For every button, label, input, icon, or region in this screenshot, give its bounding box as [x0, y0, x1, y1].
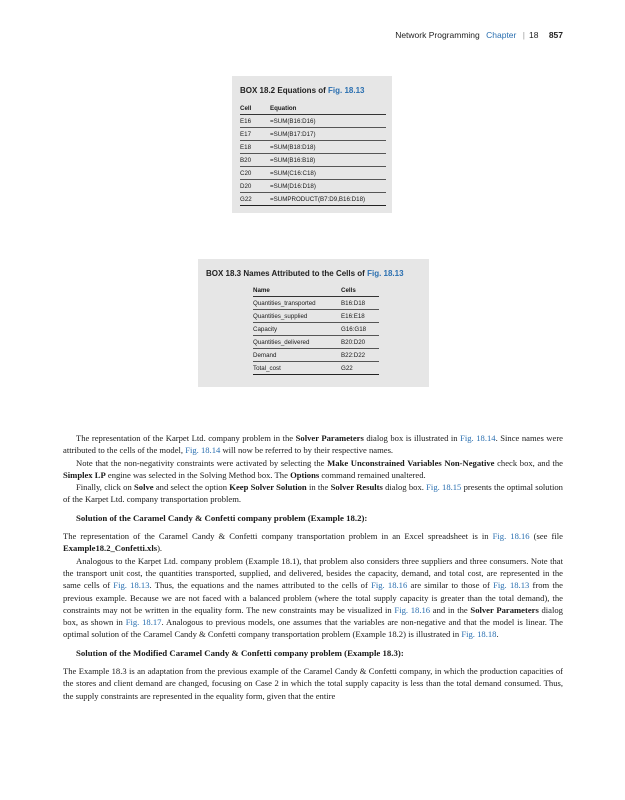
- column-header-cells: Cells: [341, 285, 379, 297]
- text-run: check box, and the: [494, 457, 563, 468]
- table-row: [240, 167, 386, 180]
- table-row: [253, 362, 379, 375]
- figure-link[interactable]: Fig. 18.13: [493, 580, 530, 591]
- file-name: Example18.2_Confetti.xls: [63, 543, 158, 554]
- range-name: Demand: [253, 349, 341, 362]
- header-chapter-number: 18: [528, 30, 539, 40]
- cell-id: C20: [240, 167, 270, 180]
- table-row: [240, 128, 386, 141]
- column-header-equation: Equation: [270, 103, 386, 115]
- text-run: Note that the non-negativity constraints were activated by selecting the: [76, 457, 328, 468]
- page-number: 857: [548, 30, 563, 40]
- paragraph-non-negativity: [63, 457, 563, 482]
- figure-link[interactable]: Fig. 18.16: [371, 580, 408, 591]
- text-run: presents the optimal solution of the Karpet Ltd. company transportation problem.: [63, 482, 563, 505]
- box-18-2-label: BOX 18.2 Equations of: [240, 86, 329, 95]
- text-run: The representation of the Caramel Candy & Confetti company transportation problem in an Excel spreadsheet is in: [63, 531, 493, 542]
- text-run: are similar to those of: [407, 580, 494, 591]
- header-title: Network Programming: [395, 30, 480, 40]
- table-row: [253, 323, 379, 336]
- paragraph-modified-example: The Example 18.3 is an adaptation from the previous example of the Caramel Candy & Confetti company, in which the production capacities of the stores and client demand are changed, focusing on Case 2 in which the total supply capacity is less than the total demand consumed. Thus, the supply constraints are represented in the equality form, given that the entire: [63, 666, 563, 701]
- figure-link[interactable]: Fig. 18.16: [492, 531, 530, 542]
- table-header-row: [253, 285, 379, 297]
- text-run: dialog box.: [382, 482, 427, 493]
- text-run: dialog box, as shown in: [63, 604, 563, 628]
- header-chapter-label: Chapter: [486, 30, 517, 40]
- cell-id: E16: [240, 115, 270, 128]
- table-row: [240, 154, 386, 167]
- paragraph-spreadsheet: [63, 530, 563, 555]
- range-cells: B16:D18: [341, 297, 379, 310]
- table-row: [253, 297, 379, 310]
- cell-equation: =SUM(B17:D17): [270, 128, 386, 141]
- paragraph-solve: [63, 481, 563, 506]
- range-name: Quantities_supplied: [253, 310, 341, 323]
- range-name: Quantities_delivered: [253, 336, 341, 349]
- range-cells: E16:E18: [341, 310, 379, 323]
- table-header-row: [240, 103, 386, 115]
- text-run: (see file: [529, 531, 563, 542]
- range-cells: B20:D20: [341, 336, 379, 349]
- text-run: will now be referred to by their respective names.: [220, 445, 394, 456]
- table-row: [240, 193, 386, 206]
- ui-term: Solver Results: [330, 482, 383, 493]
- ui-term: Solver Parameters: [295, 433, 364, 443]
- range-cells: G22: [341, 362, 379, 375]
- range-name: Total_cost: [253, 362, 341, 375]
- box-18-2-fig-ref[interactable]: Fig. 18.13: [328, 86, 365, 95]
- text-run: Analogous to the Karpet Ltd. company problem (Example 18.1), that problem also considers three suppliers and three consumers. Note that the transport unit cost, the quantities transported, supplied, and delivered, besides the capacity, demand, and total cost, are represented in the same cells of: [63, 555, 563, 591]
- text-run: .: [496, 629, 499, 640]
- cell-equation: =SUM(B16:D16): [270, 115, 386, 128]
- cell-id: B20: [240, 154, 270, 167]
- names-table: [253, 285, 379, 375]
- figure-link[interactable]: Fig. 18.14: [460, 433, 496, 443]
- text-run: The representation of the Karpet Ltd. company problem in the: [76, 433, 296, 443]
- cell-equation: =SUM(C16:C18): [270, 167, 386, 180]
- table-row: [253, 310, 379, 323]
- box-18-3: [198, 259, 429, 387]
- text-run: engine was selected in the Solving Method box. The: [105, 469, 291, 480]
- figure-link[interactable]: Fig. 18.15: [426, 482, 462, 493]
- equations-table: [240, 103, 386, 206]
- table-row: [240, 141, 386, 154]
- body-text: [63, 432, 563, 702]
- figure-link[interactable]: Fig. 18.18: [461, 629, 497, 640]
- figure-link[interactable]: Fig. 18.13: [113, 580, 150, 591]
- cell-equation: =SUM(B18:D18): [270, 141, 386, 154]
- range-cells: B22:D22: [341, 349, 379, 362]
- range-name: Quantities_transported: [253, 297, 341, 310]
- text-run: from the previous example. Because we are not faced with a balanced problem (where the total supply capacity is greater than the total demand), the constraints may not be written in the equality form. The new constraints may be visualized in: [63, 580, 563, 615]
- cell-equation: =SUMPRODUCT(B7:D9,B16:D18): [270, 193, 386, 206]
- box-18-2: [232, 76, 392, 213]
- ui-term: Simplex LP: [63, 469, 106, 480]
- ui-term: Solve: [134, 482, 154, 493]
- cell-equation: =SUM(B16:B18): [270, 154, 386, 167]
- figure-link[interactable]: Fig. 18.17: [125, 617, 162, 628]
- paragraph-analogous: [63, 555, 563, 641]
- range-name: Capacity: [253, 323, 341, 336]
- text-run: and select the option: [153, 482, 230, 493]
- cell-id: E17: [240, 128, 270, 141]
- ui-term: Keep Solver Solution: [229, 482, 307, 493]
- section-heading-example-18-3: Solution of the Modified Caramel Candy & Confetti company problem (Example 18.3):: [76, 647, 404, 658]
- text-run: and in the: [430, 604, 471, 615]
- ui-term: Make Unconstrained Variables Non-Negative: [327, 457, 495, 468]
- text-run: command remained unaltered.: [319, 469, 426, 480]
- text-run: dialog box is illustrated in: [363, 433, 461, 443]
- text-run: . Analogous to previous models, one assumes that the variables are non-negative and that the model is linear. The optimal solution of the Caramel Candy & Confetti company transportation problem (Example 18.2) is illustrated in: [63, 617, 563, 640]
- range-cells: G16:G18: [341, 323, 379, 336]
- text-run: . Thus, the equations and the names attributed to the cells of: [149, 580, 372, 591]
- text-run: ).: [157, 543, 163, 554]
- text-run: . Since names were attributed to the cells of the model,: [63, 433, 563, 456]
- box-18-3-label: BOX 18.3 Names Attributed to the Cells of: [206, 269, 368, 278]
- column-header-name: Name: [253, 285, 341, 297]
- running-header: [395, 30, 563, 40]
- table-row: [253, 349, 379, 362]
- figure-link[interactable]: Fig. 18.16: [394, 604, 431, 615]
- cell-id: E18: [240, 141, 270, 154]
- table-row: [253, 336, 379, 349]
- box-18-3-title: [206, 269, 404, 278]
- table-row: [240, 180, 386, 193]
- ui-term: Solver Parameters: [470, 604, 539, 615]
- header-separator: |: [522, 30, 525, 40]
- box-18-2-title: [240, 86, 364, 95]
- figure-link[interactable]: Fig. 18.14: [185, 445, 221, 456]
- cell-equation: =SUM(D16:D18): [270, 180, 386, 193]
- cell-id: D20: [240, 180, 270, 193]
- cell-id: G22: [240, 193, 270, 206]
- table-row: [240, 115, 386, 128]
- column-header-cell: Cell: [240, 103, 270, 115]
- section-heading-example-18-2: Solution of the Caramel Candy & Confetti company problem (Example 18.2):: [76, 512, 368, 523]
- box-18-3-fig-ref[interactable]: Fig. 18.13: [367, 269, 404, 278]
- paragraph-solver-parameters: [63, 432, 563, 457]
- ui-term: Options: [290, 469, 320, 480]
- text-run: in the: [306, 482, 331, 493]
- text-run: Finally, click on: [76, 482, 134, 493]
